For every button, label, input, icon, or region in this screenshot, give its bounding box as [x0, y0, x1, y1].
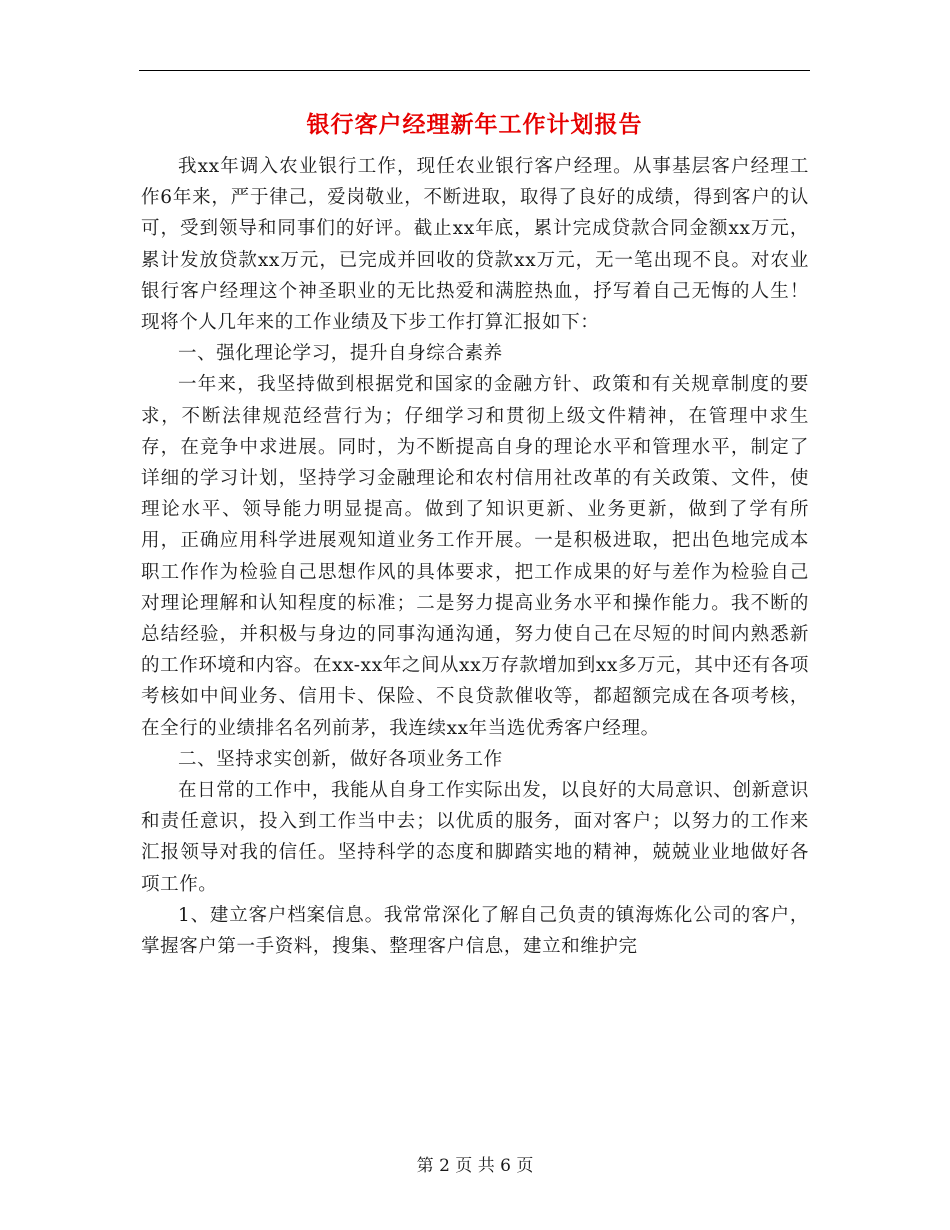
page-number-footer: 第 2 页 共 6 页 [416, 1156, 534, 1176]
section-heading-1: 一、强化理论学习，提升自身综合素养 [178, 343, 503, 365]
paragraph-item-1: 1、建立客户档案信息。我常常深化了解自己负责的镇海炼化公司的客户，掌握客户第一手资料，搜集、整理客户信息，建立和维护完 [141, 904, 809, 958]
section-heading-2: 二、坚持求实创新，做好各项业务工作 [178, 748, 503, 770]
paragraph-section-1: 一年来，我坚持做到根据党和国家的金融方针、政策和有关规章制度的要求，不断法律规范经营行为；仔细学习和贯彻上级文件精神，在管理中求生存，在竞争中求进展。同时，为不断提高自身的理论水平和管理水平，制定了详细的学习计划，坚持学习金融理论和农村信用社改革的有关政策、文件，使理论水平、领导能力明显提高。做到了知识更新、业务更新，做到了学有所用，正确应用科学进展观知道业务工作开展。一是积极进取，把出色地完成本职工作作为检验自己思想作风的具体要求，把工作成果的好与差作为检验自己对理论理解和认知程度的标准；二是努力提高业务水平和操作能力。我不断的总结经验，并积极与身边的同事沟通沟通，努力使自己在尽短的时间内熟悉新的工作环境和内容。在xx-xx年之间从xx万存款增加到xx多万元，其中还有各项考核如中间业务、信用卡、保险、不良贷款催收等，都超额完成在各项考核，在全行的业绩排名名列前茅，我连续xx年当选优秀客户经理。 [141, 374, 809, 739]
document-body [141, 151, 809, 962]
header-rule [139, 70, 810, 71]
document-title: 银行客户经理新年工作计划报告 [306, 111, 643, 138]
paragraph-intro: 我xx年调入农业银行工作，现任农业银行客户经理。从事基层客户经理工作6年来，严于律己，爱岗敬业，不断进取，取得了良好的成绩，得到客户的认可，受到领导和同事们的好评。截止xx年底，累计完成贷款合同金额xx万元，累计发放贷款xx万元，已完成并回收的贷款xx万元，无一笔出现不良。对农业银行客户经理这个神圣职业的无比热爱和满腔热血，抒写着自己无悔的人生！现将个人几年来的工作业绩及下步工作打算汇报如下： [141, 156, 809, 334]
paragraph-section-2: 在日常的工作中，我能从自身工作实际出发，以良好的大局意识、创新意识和责任意识，投入到工作当中去；以优质的服务，面对客户；以努力的工作来汇报领导对我的信任。坚持科学的态度和脚踏实地的精神，兢兢业业地做好各项工作。 [141, 780, 809, 895]
